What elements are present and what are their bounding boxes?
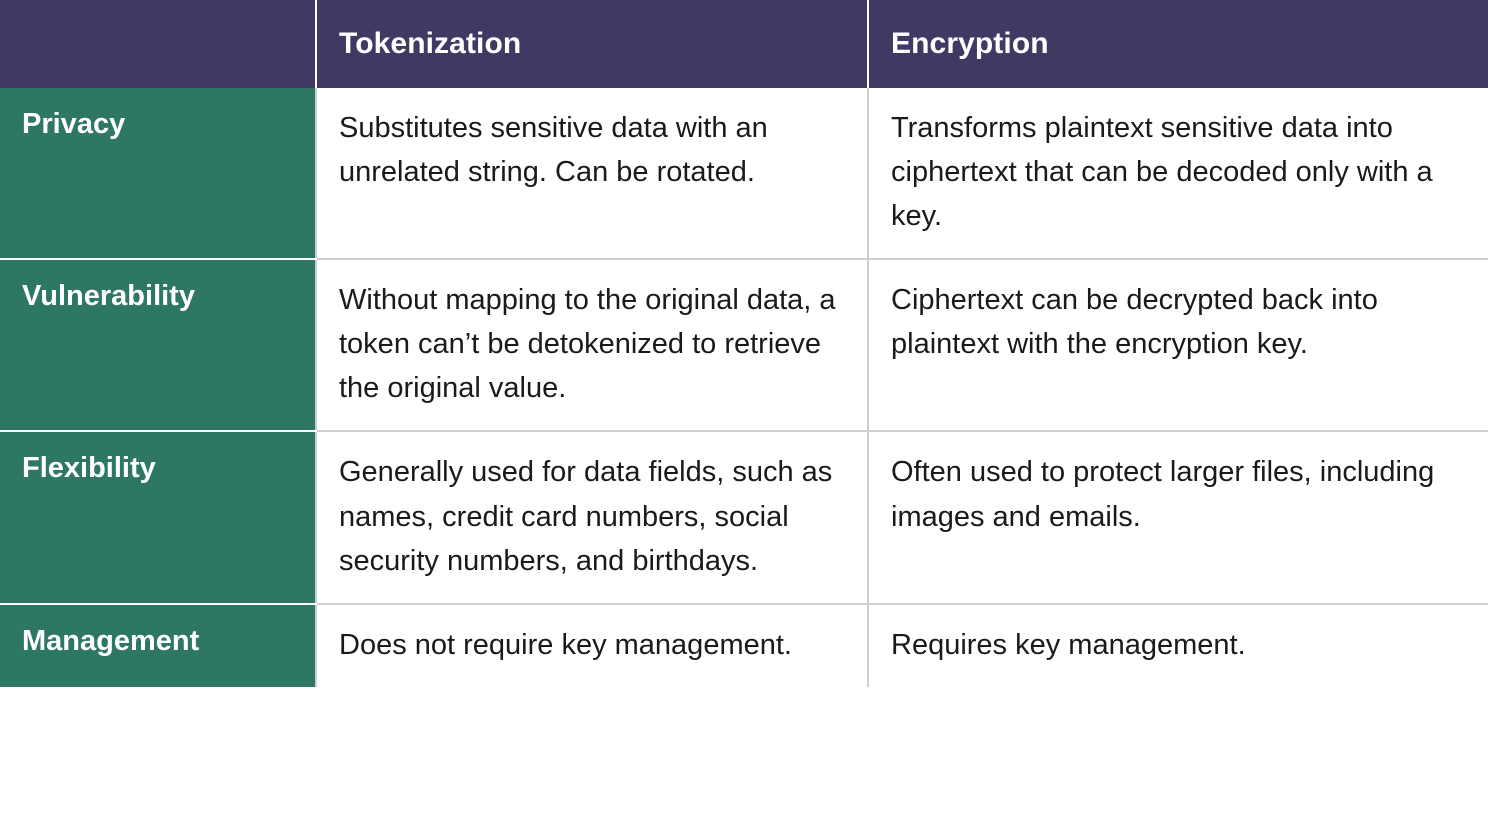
cell-privacy-tokenization (316, 88, 868, 259)
column-header-encryption: Encryption (868, 0, 1488, 88)
cell-vulnerability-tokenization (316, 259, 868, 431)
cell-flexibility-encryption (868, 431, 1488, 603)
cell-flexibility-tokenization (316, 431, 868, 603)
table-row (0, 88, 1488, 259)
cell-text: Transforms plaintext sensitive data into ciphertext that can be decoded only with a key. (891, 112, 1441, 233)
cell-text: Substitutes sensitive data with an unrelated string. Can be rotated. (339, 112, 776, 189)
table-row (0, 431, 1488, 603)
row-label-vulnerability: Vulnerability (0, 259, 316, 431)
cell-text: Without mapping to the original data, a token can’t be detokenized to retrieve the original value. (339, 284, 844, 405)
cell-privacy-encryption (868, 88, 1488, 259)
cell-management-encryption (868, 604, 1488, 687)
cell-vulnerability-encryption (868, 259, 1488, 431)
row-label-privacy: Privacy (0, 88, 316, 259)
table-corner-cell (0, 0, 316, 88)
row-label-flexibility: Flexibility (0, 431, 316, 603)
cell-text: Often used to protect larger files, including images and emails. (891, 456, 1443, 533)
column-header-tokenization: Tokenization (316, 0, 868, 88)
table-row (0, 259, 1488, 431)
cell-text: Generally used for data fields, such as names, credit card numbers, social security numbers, and birthdays. (339, 456, 841, 577)
table-header-row (0, 0, 1488, 88)
table-body (0, 88, 1488, 687)
cell-text: Does not require key management. (339, 628, 792, 661)
cell-text: Ciphertext can be decrypted back into plaintext with the encryption key. (891, 284, 1386, 361)
table-row (0, 604, 1488, 687)
row-label-management: Management (0, 604, 316, 687)
table-header (0, 0, 1488, 88)
cell-management-tokenization (316, 604, 868, 687)
cell-text: Requires key management. (891, 628, 1246, 661)
